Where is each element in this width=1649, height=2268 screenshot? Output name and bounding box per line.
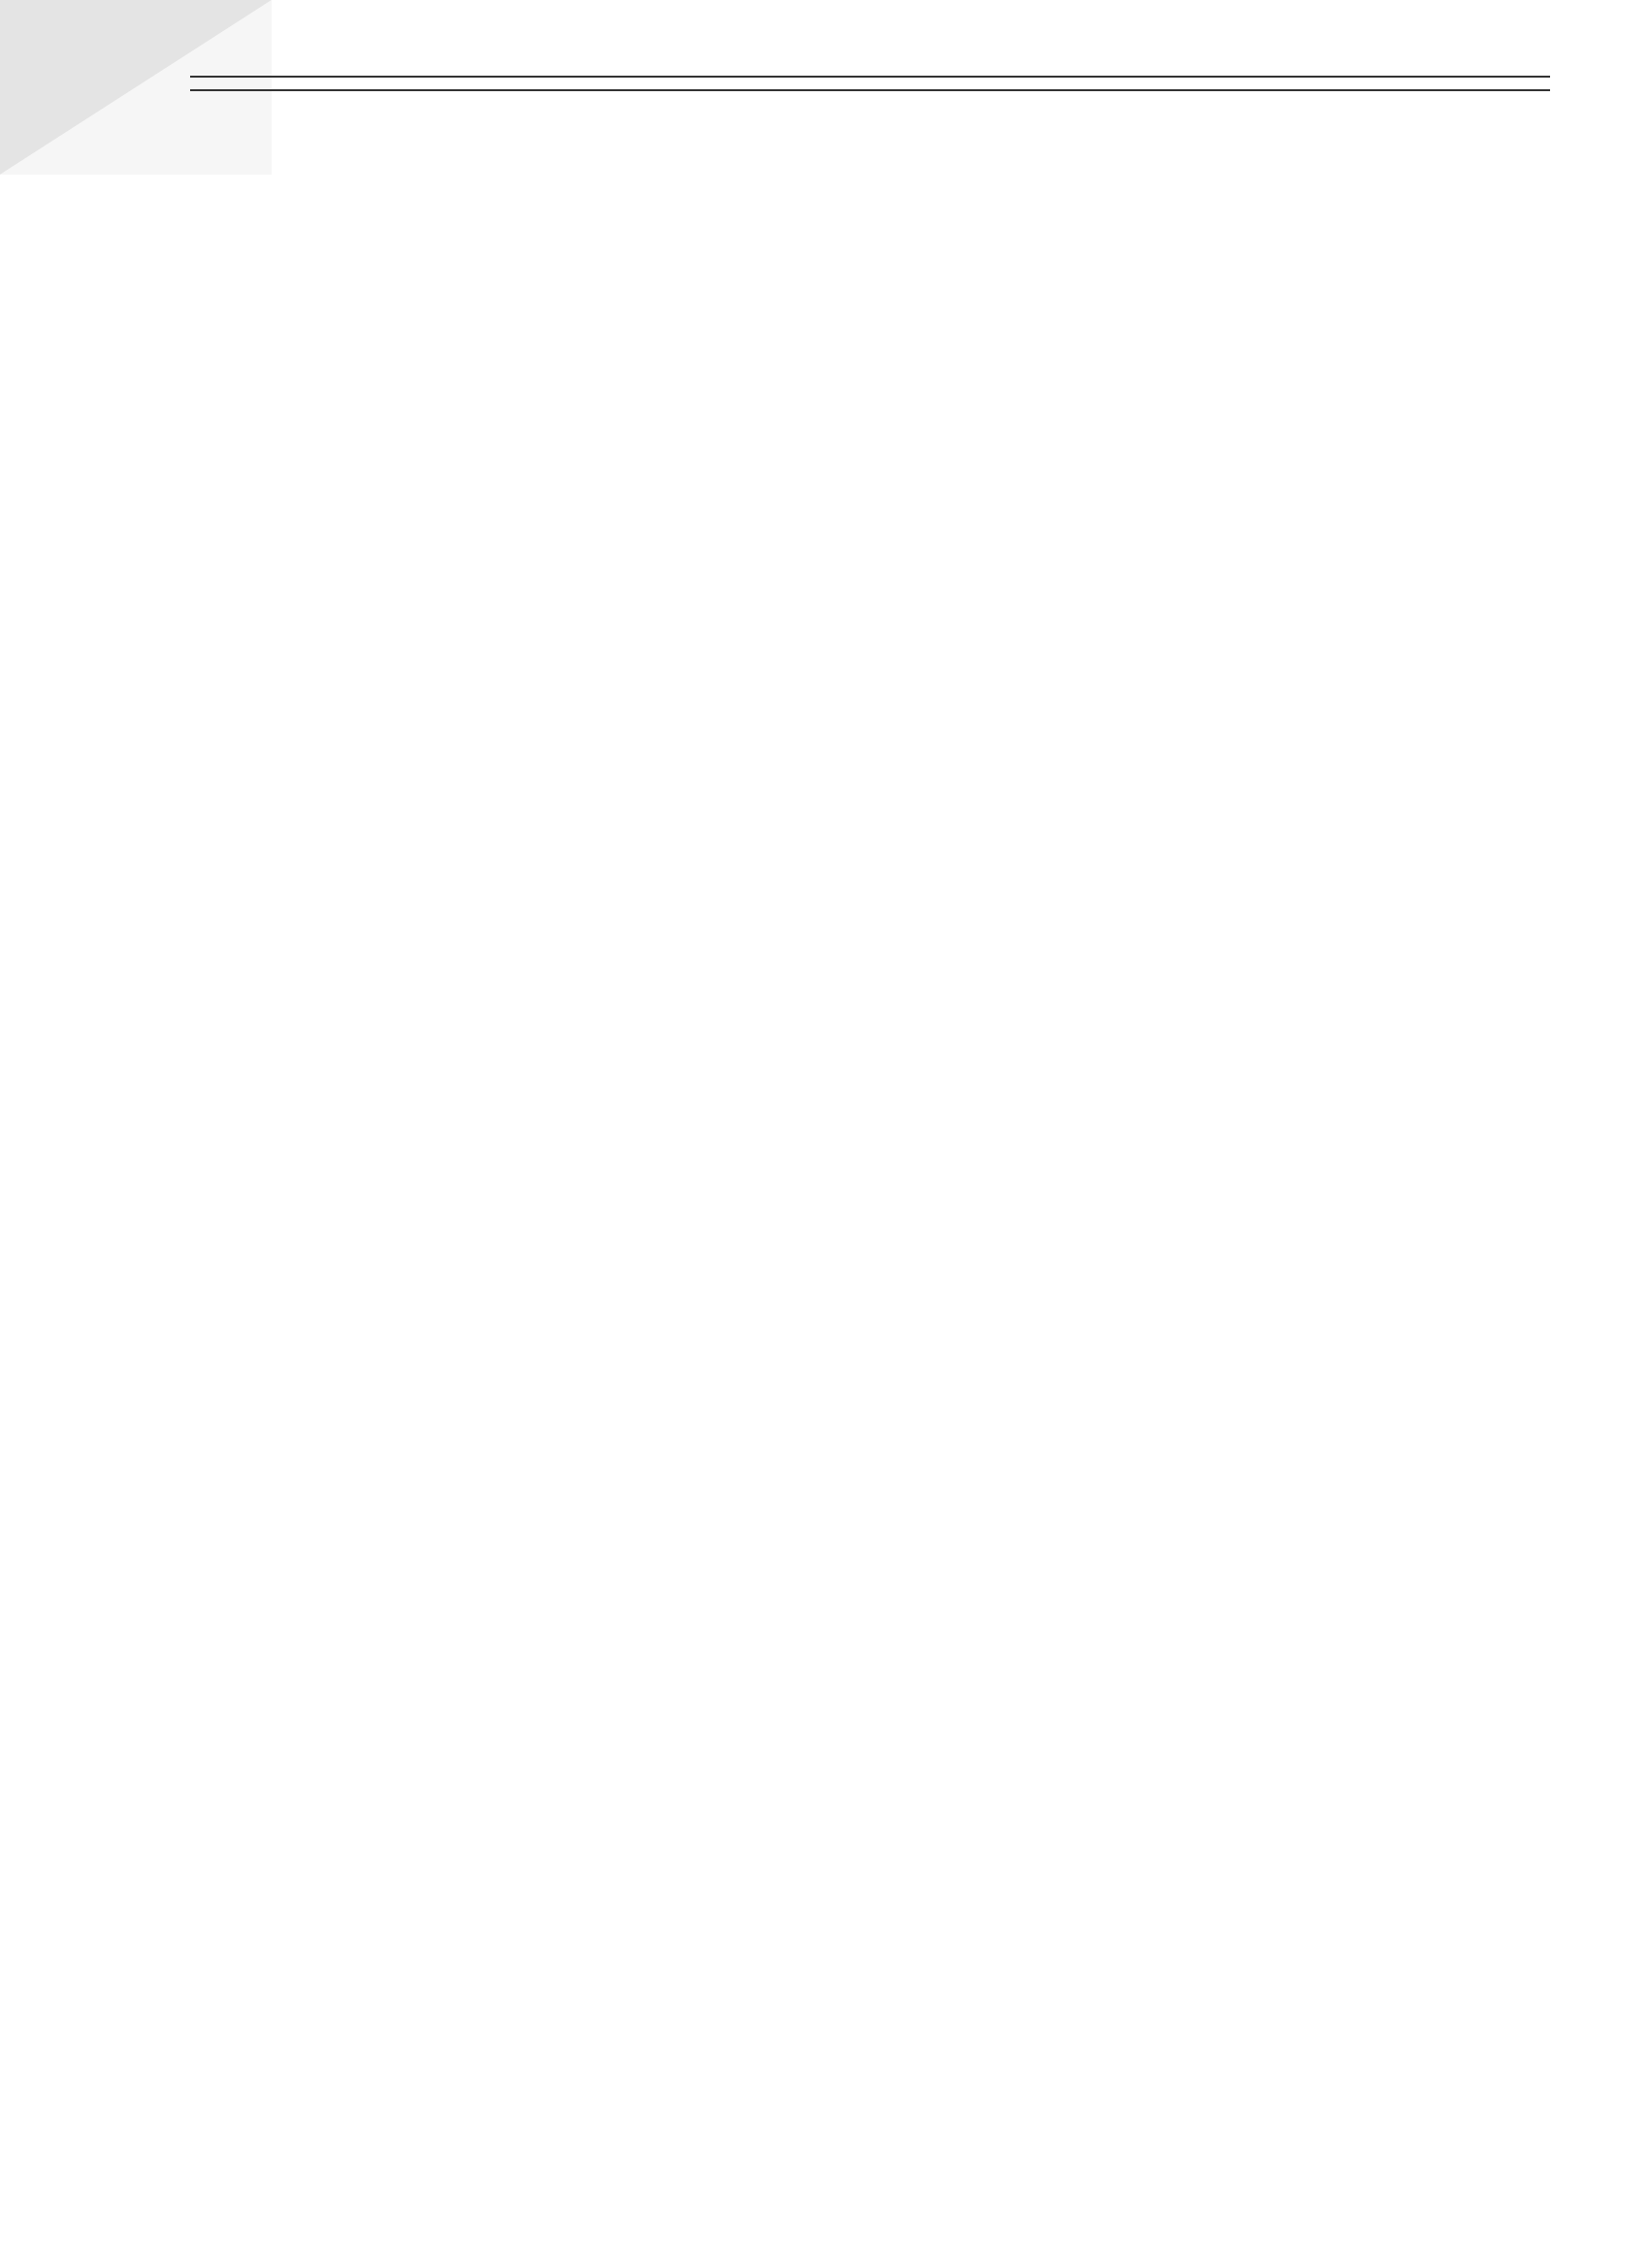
service-history-table	[190, 76, 1550, 93]
column-header	[190, 76, 1550, 91]
